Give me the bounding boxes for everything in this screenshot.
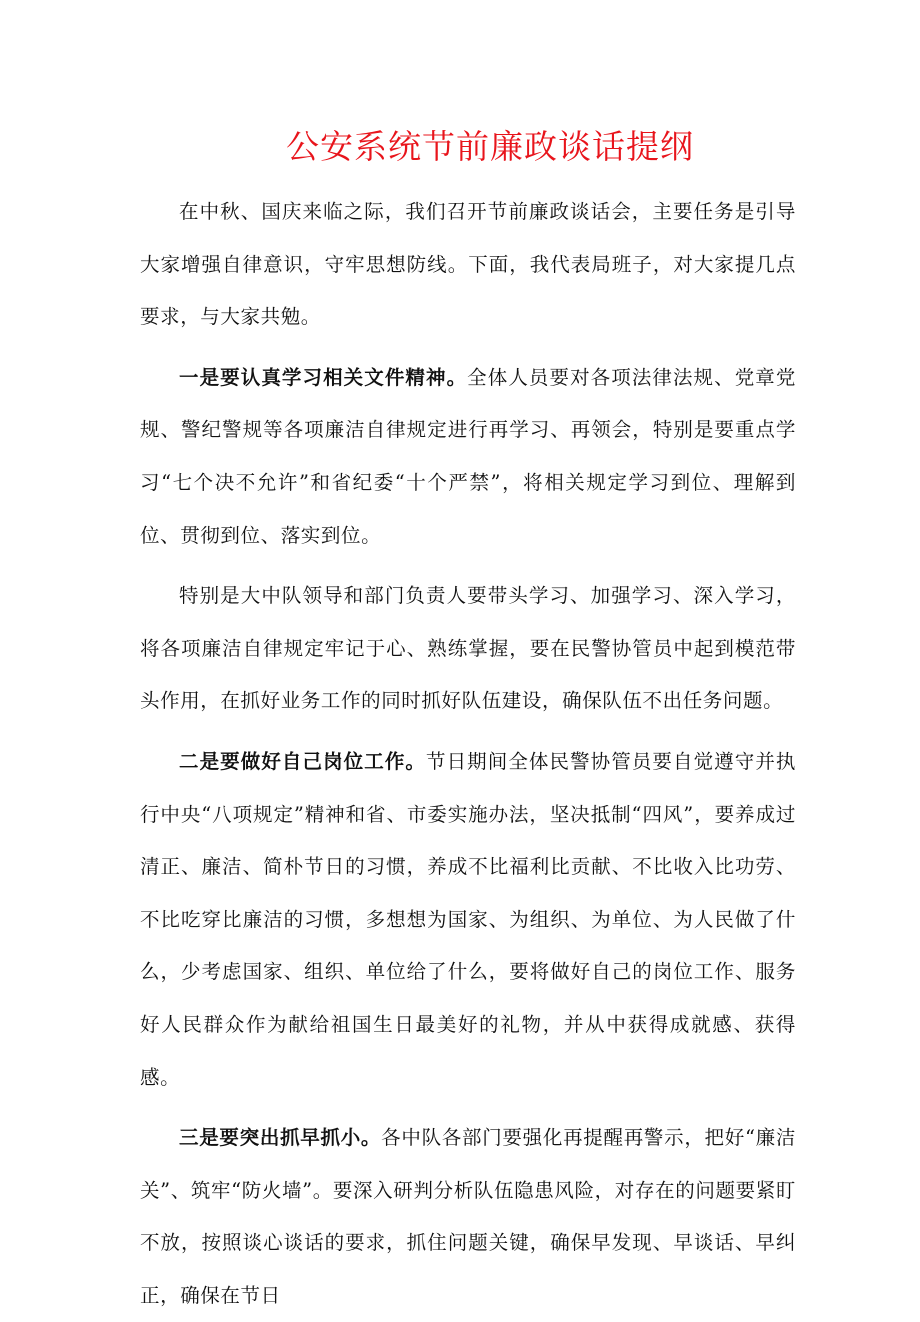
paragraph-text: 在中秋、国庆来临之际，我们召开节前廉政谈话会，主要任务是引导大家增强自律意识，守牢思想防线。下面，我代表局班子，对大家提几点要求，与大家共勉。 xyxy=(140,200,796,329)
paragraph-text: 全体人员要对各项法律法规、党章党规、警纪警规等各项廉洁自律规定进行再学习、再领会，特别是要重点学习“七个决不允许”和省纪委“十个严禁”，将相关规定学习到位、理解到位、贯彻到位、落实到位。 xyxy=(140,365,796,547)
document-title: 公安系统节前廉政谈话提纲 xyxy=(286,127,694,166)
paragraph-point-2 xyxy=(140,736,796,1104)
paragraph-point-1-detail xyxy=(140,570,796,728)
paragraph-lead: 二是要做好自己岗位工作。 xyxy=(179,749,426,773)
document-body xyxy=(140,186,796,1322)
paragraph-lead: 一是要认真学习相关文件精神。 xyxy=(179,365,468,389)
paragraph-text: 特别是大中队领导和部门负责人要带头学习、加强学习、深入学习，将各项廉洁自律规定牢记于心、熟练掌握，要在民警协管员中起到模范带头作用，在抓好业务工作的同时抓好队伍建设，确保队伍不出任务问题。 xyxy=(140,584,796,713)
paragraph-intro xyxy=(140,186,796,344)
paragraph-point-1 xyxy=(140,352,796,562)
paragraph-text: 各中队各部门要强化再提醒再警示，把好“廉洁关”、筑牢“防火墙”。要深入研判分析队伍隐患风险，对存在的问题要紧盯不放，按照谈心谈话的要求，抓住问题关键，确保早发现、早谈话、早纠正，确保在节日 xyxy=(140,1126,796,1307)
paragraph-text: 节日期间全体民警协管员要自觉遵守并执行中央“八项规定”精神和省、市委实施办法，坚决抵制“四风”，要养成过清正、廉洁、简朴节日的习惯，养成不比福利比贡献、不比收入比功劳、不比吃穿比廉洁的习惯，多想想为国家、为组织、为单位、为人民做了什么，少考虑国家、组织、单位给了什么，要将做好自己的岗位工作、服务好人民群众作为献给祖国生日最美好的礼物，并从中获得成就感、获得感。 xyxy=(140,749,796,1089)
paragraph-point-3 xyxy=(140,1112,796,1322)
paragraph-lead: 三是要突出抓早抓小。 xyxy=(179,1126,382,1150)
